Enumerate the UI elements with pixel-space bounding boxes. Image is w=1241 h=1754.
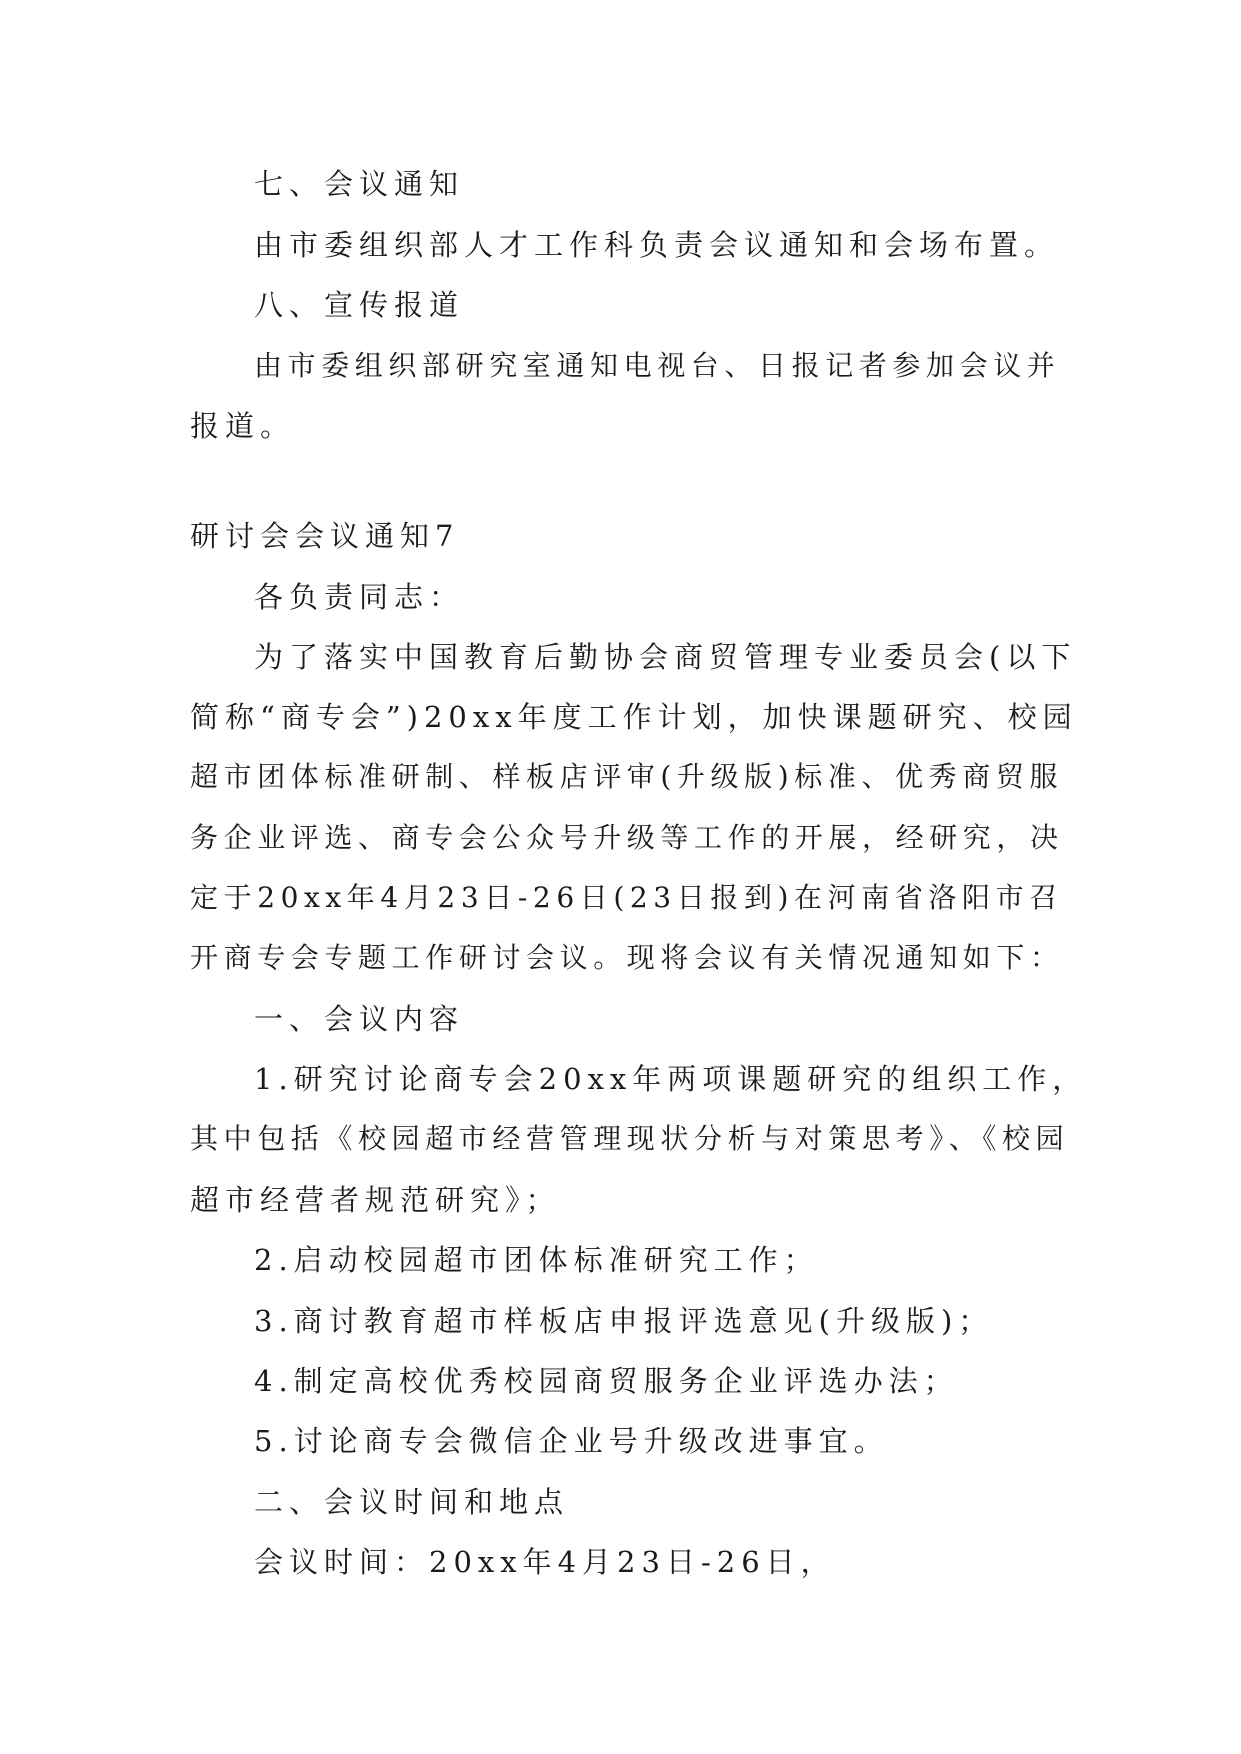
paragraph-line: 会议时间：20xx年4月23日-26日， (254, 1545, 836, 1579)
paragraph-line: 由市委组织部研究室通知电视台、日报记者参加会议并 (254, 349, 1061, 382)
list-item: 2.启动校园超市团体标准研究工作； (254, 1243, 819, 1277)
list-item: 5.讨论商专会微信企业号升级改进事宜。 (254, 1424, 889, 1458)
salutation: 各负责同志： (254, 580, 465, 614)
paragraph-line: 简称“商专会”)20xx年度工作计划，加快课题研究、校园 (190, 700, 1078, 734)
section-heading-2: 二、会议时间和地点 (254, 1485, 570, 1519)
list-item: 1.研究讨论商专会20xx年两项课题研究的组织工作， (254, 1062, 1088, 1096)
section-heading-7: 七、会议通知 (254, 167, 465, 201)
paragraph-line: 定于20xx年4月23日-26日(23日报到)在河南省洛阳市召 (190, 881, 1063, 914)
paragraph-line: 由市委组织部人才工作科负责会议通知和会场布置。 (254, 228, 1060, 262)
paragraph-line: 为了落实中国教育后勤协会商贸管理专业委员会(以下 (254, 640, 1077, 674)
list-item-continuation: 其中包括《校园超市经营管理现状分析与对策思考》、《校园 (190, 1122, 1070, 1155)
section-heading-1: 一、会议内容 (254, 1002, 465, 1036)
list-item: 4.制定高校优秀校园商贸服务企业评选办法； (254, 1364, 959, 1398)
list-item-continuation: 超市经营者规范研究》； (190, 1183, 561, 1217)
paragraph-line: 超市团体标准研制、样板店评审(升级版)标准、优秀商贸服 (190, 760, 1064, 793)
paragraph-line: 务企业评选、商专会公众号升级等工作的开展，经研究，决 (190, 821, 1064, 854)
paragraph-line: 开商专会专题工作研讨会议。现将会议有关情况通知如下： (190, 941, 1064, 974)
document-title: 研讨会会议通知7 (190, 519, 460, 553)
paragraph-line: 报道。 (190, 409, 296, 443)
section-heading-8: 八、宣传报道 (254, 288, 465, 322)
list-item: 3.商讨教育超市样板店申报评选意见(升级版)； (254, 1304, 994, 1338)
